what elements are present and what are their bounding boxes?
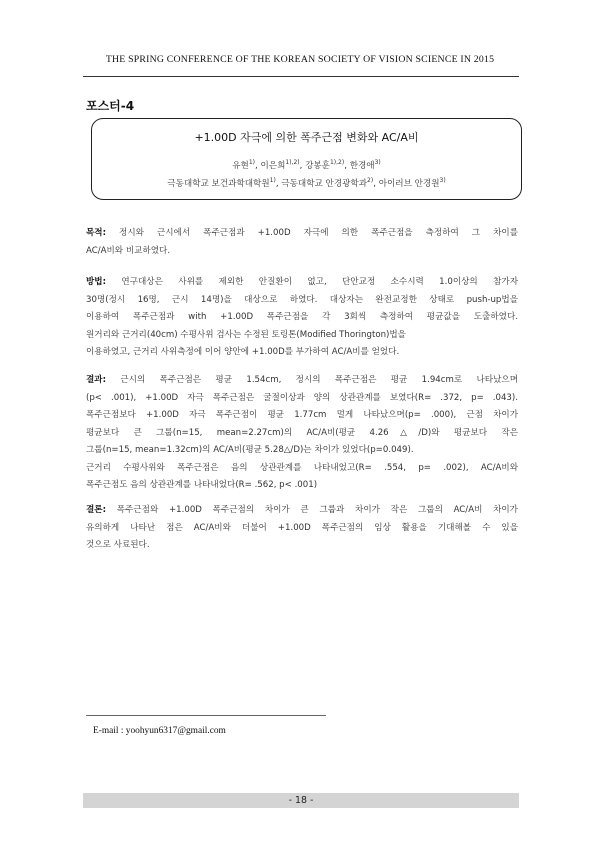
text-line: 폭주근점도 음의 상관관계를 나타내었다(R= .562, p< .001) xyxy=(86,480,318,490)
text-line: AC/A비와 비교하였다. xyxy=(86,245,171,256)
section-label: 방법: xyxy=(86,277,107,287)
text-line: 30명(정시 16명, 근시 14명)을 대상으로 하였다. 대상자는 완전교정한 상태로 push-up법을 xyxy=(86,294,518,305)
separator: , xyxy=(275,179,282,189)
author-affil-mark: 1),2) xyxy=(285,159,300,167)
section-label: 목적: xyxy=(86,228,107,238)
paper-title: +1.00D 자극에 의한 폭주근점 변화와 AC/A비 xyxy=(194,131,419,144)
affiliation-mark: 1) xyxy=(269,177,276,185)
author-name: 이은희 xyxy=(260,161,286,171)
section-label: 결과: xyxy=(86,375,107,385)
text-line: 것으로 사료된다. xyxy=(86,540,150,550)
author-affil-mark: 1),2) xyxy=(329,159,345,167)
author-affil-mark: 1) xyxy=(248,159,255,167)
separator: , xyxy=(344,161,350,171)
text-line: (p< .001), +1.00D 자극 폭주근점은 굴절이상과 양의 상관관계를 보였다(R= .372, p= .043). xyxy=(86,392,518,403)
affiliation-mark: 2) xyxy=(367,177,374,185)
purpose-section xyxy=(86,225,518,260)
separator: , xyxy=(255,161,261,171)
text-line: 방법: 연구대상은 사위를 제외한 안질환이 없고, 단안교정 소수시력 1.0이상의 참가자 xyxy=(86,277,518,287)
conclusion-section xyxy=(86,502,518,555)
author-affil-mark: 3) xyxy=(374,159,381,167)
author-name: 유현 xyxy=(232,161,249,171)
page-number: - 18 - xyxy=(288,795,314,806)
affiliation-mark: 3) xyxy=(439,177,446,185)
method-section xyxy=(86,274,518,362)
footnote-divider xyxy=(86,715,326,716)
text-line: 목적: 정시와 근시에서 폭주근점과 +1.00D 자극에 의한 폭주근점을 측정하여 그 차이를 xyxy=(86,228,518,238)
text-line: 원거리와 근거리(40cm) 수평사위 검사는 수정된 토링톤(Modified Thorington)법을 xyxy=(86,329,406,340)
title-box xyxy=(91,118,522,200)
affiliation: 극동대학교 보건과학대학원 xyxy=(167,179,270,189)
text-line: 유의하게 나타난 점은 AC/A비와 더불어 +1.00D 폭주근점의 임상 활용을 기대해볼 수 있을 xyxy=(86,522,518,533)
text-line: 근거리 수평사위와 폭주근점은 음의 상관관계를 나타내었고(R= .554, p= .002), AC/A비와 xyxy=(86,462,518,473)
affiliation: 아이러브 안경원 xyxy=(378,179,440,189)
text-line: 이용하여 폭주근점과 with +1.00D 폭주근점을 각 3회씩 측정하여 평균값을 도출하였다. xyxy=(86,312,518,322)
text-line: 결과: 근시의 폭주근점은 평균 1.54cm, 정시의 폭주근점은 평균 1.94cm로 나타났으며 xyxy=(86,375,518,385)
text-line: 평균보다 큰 그룹(n=15, mean=2.27cm)의 AC/A비(평균 4.26△/D)와 평균보다 작은 xyxy=(86,427,518,438)
contact-email: E-mail : yoohyun6317@gmail.com xyxy=(93,726,226,736)
footer-bar xyxy=(83,793,519,808)
affiliation: 극동대학교 안경광학과 xyxy=(281,179,368,189)
author-name: 한경애 xyxy=(349,161,375,171)
conference-header: THE SPRING CONFERENCE OF THE KOREAN SOCIETY OF VISION SCIENCE IN 2015 xyxy=(105,54,495,65)
text-line: 결론: 폭주근점와 +1.00D 폭주근점의 차이가 큰 그룹과 차이가 작은 그룹의 AC/A비 차이가 xyxy=(86,505,518,515)
result-section xyxy=(86,372,518,495)
text-line: 이용하였고, 근거리 사위측정에 이어 양안에 +1.00D를 부가하여 AC/A비를 얻었다. xyxy=(86,347,400,357)
affiliation-list xyxy=(92,177,521,189)
section-label: 결론: xyxy=(86,505,107,515)
separator: , xyxy=(299,161,306,171)
header-divider xyxy=(83,76,519,77)
author-name: 강봉훈 xyxy=(305,161,330,171)
separator: , xyxy=(373,179,379,189)
text-line: 폭주근점보다 +1.00D 자극 폭주근점이 평균 1.77cm 멀게 나타났으며(p= .000), 근점 차이가 xyxy=(86,410,518,420)
text-line: 그룹(n=15, mean=1.32cm)의 AC/A비(평균 5.28△/D)는 차이가 있었다(p=0.049). xyxy=(86,445,414,455)
poster-label: 포스터-4 xyxy=(86,99,135,113)
author-list xyxy=(92,159,521,171)
